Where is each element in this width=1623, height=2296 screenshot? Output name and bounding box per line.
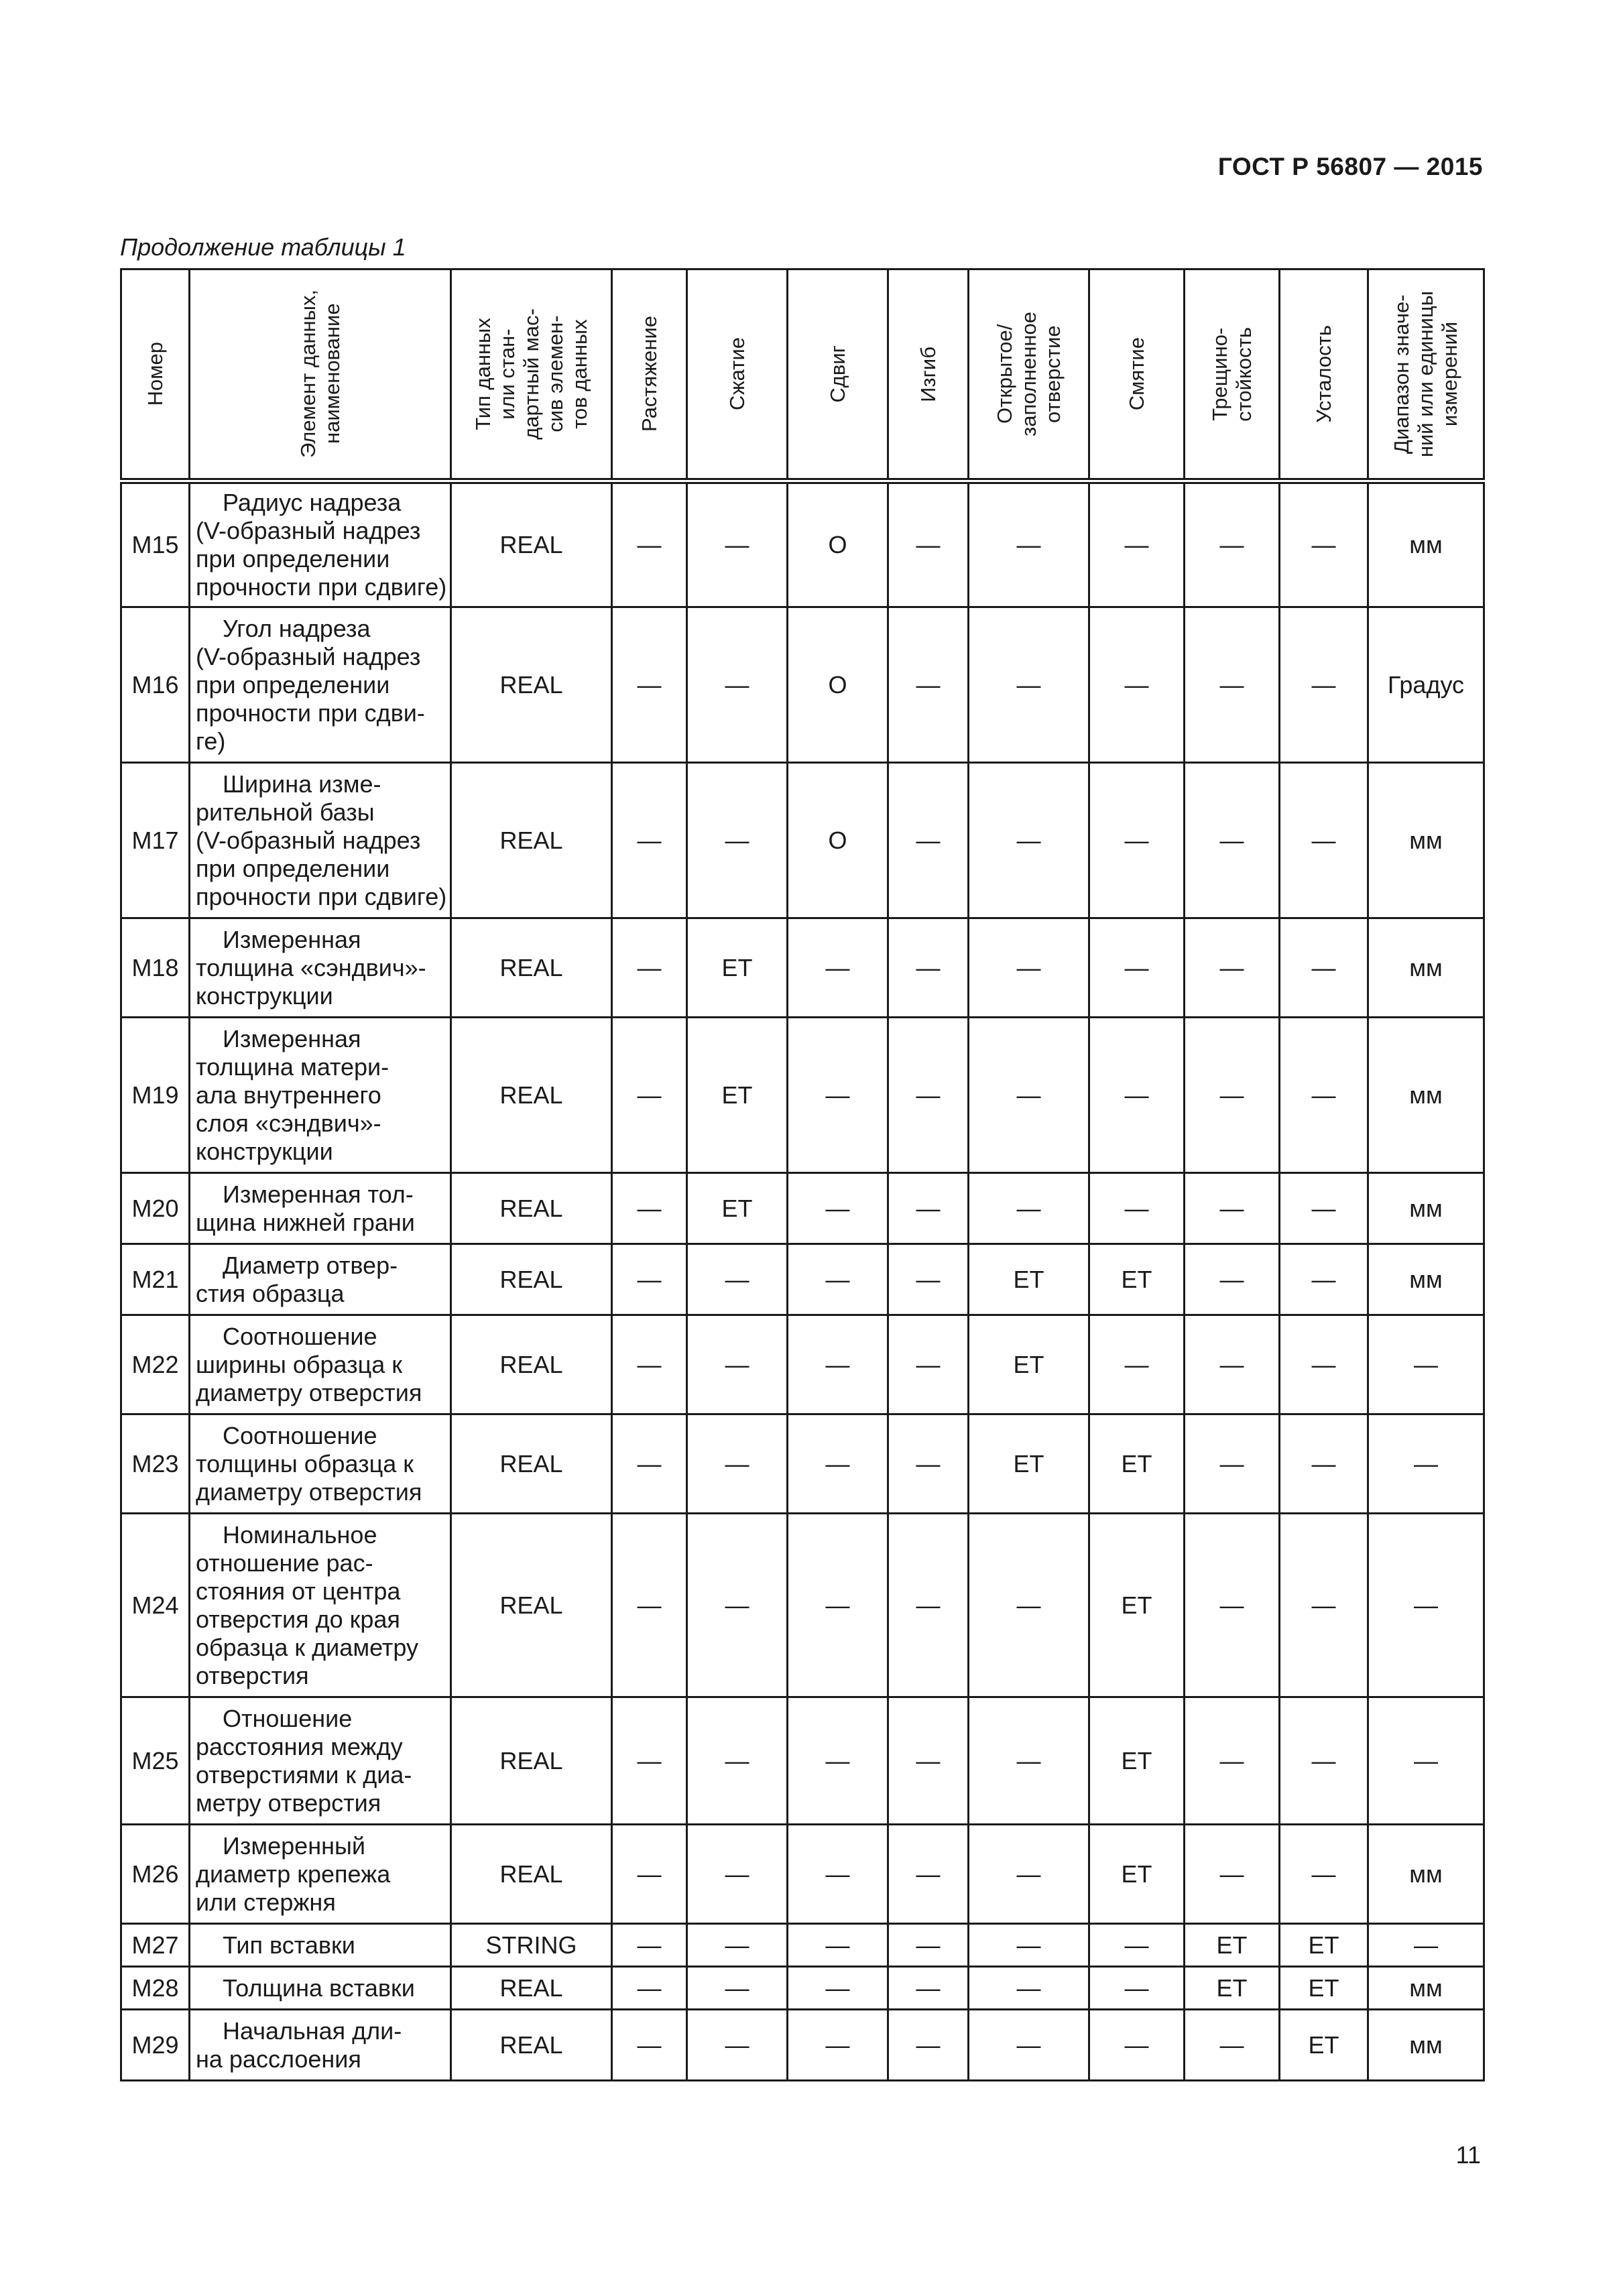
shear-cell: O — [788, 763, 888, 918]
shear-cell: — — [788, 1244, 888, 1315]
column-header-label: Усталость — [1311, 325, 1335, 423]
tension-cell: — — [612, 481, 687, 607]
bearing-cell: ET — [1089, 1244, 1185, 1315]
compression-cell: — — [687, 1315, 788, 1414]
column-header — [1368, 269, 1484, 481]
element-name: Номинальное отношение рас- стояния от центра отверстия до края образца к диаметру отверстия — [190, 1514, 451, 1697]
tension-cell: — — [612, 1697, 687, 1825]
row-number: M20 — [121, 1173, 190, 1244]
column-header — [888, 269, 969, 481]
element-name: Соотношение ширины образца к диаметру отверстия — [190, 1315, 451, 1414]
range-cell: мм — [1368, 2010, 1484, 2081]
compression-cell: — — [687, 1697, 788, 1825]
range-cell: Градус — [1368, 607, 1484, 763]
tension-cell: — — [612, 1315, 687, 1414]
bearing-cell: — — [1089, 1315, 1185, 1414]
bending-cell: — — [888, 1967, 969, 2010]
data-type: REAL — [451, 763, 612, 918]
fatigue-cell: — — [1280, 481, 1368, 607]
fracture-cell: ET — [1185, 1924, 1280, 1967]
column-header-label: Диапазон значе- ний или единицы измерений — [1390, 290, 1461, 458]
fatigue-cell: ET — [1280, 1967, 1368, 2010]
shear-cell: — — [788, 1173, 888, 1244]
table-row — [121, 918, 1484, 1018]
shear-cell: O — [788, 481, 888, 607]
hole-cell: — — [969, 607, 1089, 763]
fracture-cell: — — [1185, 1697, 1280, 1825]
bending-cell: — — [888, 1697, 969, 1825]
range-cell: — — [1368, 1697, 1484, 1825]
element-name: Угол надреза (V-образный надрез при определении прочности при сдви- ге) — [190, 607, 451, 763]
hole-cell: — — [969, 1173, 1089, 1244]
fracture-cell: — — [1185, 763, 1280, 918]
hole-cell: — — [969, 918, 1089, 1018]
fracture-cell: — — [1185, 1018, 1280, 1173]
hole-cell: — — [969, 2010, 1089, 2081]
compression-cell: ET — [687, 918, 788, 1018]
column-header-label: Элемент данных, наименование — [296, 290, 344, 459]
range-cell: — — [1368, 1315, 1484, 1414]
table-row — [121, 1924, 1484, 1967]
range-cell: мм — [1368, 1825, 1484, 1924]
compression-cell: — — [687, 1967, 788, 2010]
fatigue-cell: — — [1280, 1315, 1368, 1414]
bending-cell: — — [888, 1825, 969, 1924]
bending-cell: — — [888, 1173, 969, 1244]
row-number: M17 — [121, 763, 190, 918]
tension-cell: — — [612, 2010, 687, 2081]
fatigue-cell: — — [1280, 1173, 1368, 1244]
shear-cell: — — [788, 1018, 888, 1173]
column-header-label: Сжатие — [725, 337, 749, 411]
compression-cell: — — [687, 763, 788, 918]
column-header-label: Растяжение — [637, 316, 661, 432]
shear-cell: — — [788, 1967, 888, 2010]
fatigue-cell: — — [1280, 1697, 1368, 1825]
element-name: Ширина изме- рительной базы (V-образный надрез при определении прочности при сдвиге) — [190, 763, 451, 918]
element-name: Отношение расстояния между отверстиями к диа- метру отверстия — [190, 1697, 451, 1825]
data-table — [120, 268, 1485, 2081]
column-header-label: Номер — [143, 342, 167, 406]
table-row — [121, 481, 1484, 607]
fatigue-cell: ET — [1280, 1924, 1368, 1967]
range-cell: мм — [1368, 481, 1484, 607]
bending-cell: — — [888, 1414, 969, 1514]
bearing-cell: — — [1089, 481, 1185, 607]
hole-cell: — — [969, 763, 1089, 918]
element-name: Тип вставки — [190, 1924, 451, 1967]
data-type: REAL — [451, 1315, 612, 1414]
row-number: M19 — [121, 1018, 190, 1173]
fatigue-cell: — — [1280, 1018, 1368, 1173]
table-row — [121, 1244, 1484, 1315]
compression-cell: — — [687, 1924, 788, 1967]
table-row — [121, 1514, 1484, 1697]
fracture-cell: — — [1185, 2010, 1280, 2081]
compression-cell: — — [687, 1514, 788, 1697]
bending-cell: — — [888, 2010, 969, 2081]
data-type: REAL — [451, 607, 612, 763]
table-row — [121, 1018, 1484, 1173]
compression-cell: — — [687, 1825, 788, 1924]
tension-cell: — — [612, 1244, 687, 1315]
column-header-label: Тип данных или стан- дартный мас- сив элемен- тов данных — [471, 308, 591, 440]
row-number: M24 — [121, 1514, 190, 1697]
column-header — [612, 269, 687, 481]
column-header — [1280, 269, 1368, 481]
table-row — [121, 607, 1484, 763]
column-header — [451, 269, 612, 481]
element-name: Измеренный диаметр крепежа или стержня — [190, 1825, 451, 1924]
column-header — [190, 269, 451, 481]
fatigue-cell: — — [1280, 918, 1368, 1018]
table-row — [121, 1697, 1484, 1825]
row-number: M15 — [121, 481, 190, 607]
compression-cell: ET — [687, 1173, 788, 1244]
column-header — [969, 269, 1089, 481]
data-type: REAL — [451, 1173, 612, 1244]
hole-cell: — — [969, 1697, 1089, 1825]
range-cell: мм — [1368, 918, 1484, 1018]
fatigue-cell: — — [1280, 607, 1368, 763]
bearing-cell: — — [1089, 1018, 1185, 1173]
table-header-row — [121, 269, 1484, 481]
range-cell: мм — [1368, 1967, 1484, 2010]
bearing-cell: — — [1089, 1924, 1185, 1967]
range-cell: мм — [1368, 1244, 1484, 1315]
shear-cell: — — [788, 1825, 888, 1924]
element-name: Диаметр отвер- стия образца — [190, 1244, 451, 1315]
fatigue-cell: — — [1280, 1514, 1368, 1697]
bearing-cell: — — [1089, 2010, 1185, 2081]
compression-cell: — — [687, 607, 788, 763]
data-type: REAL — [451, 1697, 612, 1825]
data-type: REAL — [451, 2010, 612, 2081]
element-name: Соотношение толщины образца к диаметру отверстия — [190, 1414, 451, 1514]
table-body — [121, 481, 1484, 2081]
column-header-label: Открытое/ заполненное отверстие — [992, 312, 1065, 436]
bearing-cell: ET — [1089, 1414, 1185, 1514]
bearing-cell: ET — [1089, 1514, 1185, 1697]
hole-cell: — — [969, 1825, 1089, 1924]
element-name: Измеренная толщина матери- ала внутреннего слоя «сэндвич»- конструкции — [190, 1018, 451, 1173]
fracture-cell: — — [1185, 607, 1280, 763]
tension-cell: — — [612, 1514, 687, 1697]
page-number: 11 — [1455, 2141, 1481, 2169]
bending-cell: — — [888, 1244, 969, 1315]
fatigue-cell: ET — [1280, 2010, 1368, 2081]
fatigue-cell: — — [1280, 1414, 1368, 1514]
data-type: REAL — [451, 1514, 612, 1697]
column-header — [1185, 269, 1280, 481]
fracture-cell: — — [1185, 1315, 1280, 1414]
row-number: M18 — [121, 918, 190, 1018]
fatigue-cell: — — [1280, 763, 1368, 918]
data-type: REAL — [451, 1244, 612, 1315]
hole-cell: ET — [969, 1244, 1089, 1315]
hole-cell: ET — [969, 1315, 1089, 1414]
row-number: M29 — [121, 2010, 190, 2081]
element-name: Измеренная тол- щина нижней грани — [190, 1173, 451, 1244]
column-header — [1089, 269, 1185, 481]
table-row — [121, 1173, 1484, 1244]
tension-cell: — — [612, 1967, 687, 2010]
bending-cell: — — [888, 481, 969, 607]
tension-cell: — — [612, 1924, 687, 1967]
bending-cell: — — [888, 1514, 969, 1697]
data-type: REAL — [451, 1967, 612, 2010]
table-caption: Продолжение таблицы 1 — [120, 233, 406, 261]
fracture-cell: — — [1185, 918, 1280, 1018]
tension-cell: — — [612, 1173, 687, 1244]
row-number: M28 — [121, 1967, 190, 2010]
data-type: REAL — [451, 1018, 612, 1173]
bending-cell: — — [888, 918, 969, 1018]
shear-cell: — — [788, 1315, 888, 1414]
bearing-cell: ET — [1089, 1697, 1185, 1825]
hole-cell: — — [969, 1967, 1089, 2010]
hole-cell: — — [969, 481, 1089, 607]
bending-cell: — — [888, 1315, 969, 1414]
shear-cell: — — [788, 1414, 888, 1514]
bending-cell: — — [888, 1924, 969, 1967]
table-row — [121, 2010, 1484, 2081]
fatigue-cell: — — [1280, 1244, 1368, 1315]
data-type: REAL — [451, 918, 612, 1018]
bearing-cell: ET — [1089, 1825, 1185, 1924]
bending-cell: — — [888, 607, 969, 763]
bending-cell: — — [888, 1018, 969, 1173]
row-number: M22 — [121, 1315, 190, 1414]
tension-cell: — — [612, 763, 687, 918]
table-row — [121, 1967, 1484, 2010]
row-number: M21 — [121, 1244, 190, 1315]
shear-cell: — — [788, 1514, 888, 1697]
bearing-cell: — — [1089, 918, 1185, 1018]
column-header — [788, 269, 888, 481]
hole-cell: — — [969, 1924, 1089, 1967]
bearing-cell: — — [1089, 1173, 1185, 1244]
range-cell: мм — [1368, 1173, 1484, 1244]
fracture-cell: ET — [1185, 1967, 1280, 2010]
range-cell: — — [1368, 1514, 1484, 1697]
range-cell: мм — [1368, 1018, 1484, 1173]
tension-cell: — — [612, 1825, 687, 1924]
compression-cell: — — [687, 1244, 788, 1315]
shear-cell: — — [788, 918, 888, 1018]
element-name: Начальная дли- на расслоения — [190, 2010, 451, 2081]
range-cell: мм — [1368, 763, 1484, 918]
tension-cell: — — [612, 1018, 687, 1173]
column-header-label: Трещино- стойкость — [1207, 326, 1256, 422]
bending-cell: — — [888, 763, 969, 918]
shear-cell: — — [788, 1697, 888, 1825]
table-row — [121, 1414, 1484, 1514]
fracture-cell: — — [1185, 1414, 1280, 1514]
fracture-cell: — — [1185, 1514, 1280, 1697]
hole-cell: — — [969, 1018, 1089, 1173]
column-header-label: Сдвиг — [825, 345, 849, 403]
shear-cell: — — [788, 1924, 888, 1967]
element-name: Толщина вставки — [190, 1967, 451, 2010]
fracture-cell: — — [1185, 1244, 1280, 1315]
row-number: M25 — [121, 1697, 190, 1825]
data-type: REAL — [451, 1414, 612, 1514]
hole-cell: ET — [969, 1414, 1089, 1514]
row-number: M16 — [121, 607, 190, 763]
tension-cell: — — [612, 1414, 687, 1514]
fatigue-cell: — — [1280, 1825, 1368, 1924]
column-header — [121, 269, 190, 481]
data-type: STRING — [451, 1924, 612, 1967]
row-number: M26 — [121, 1825, 190, 1924]
shear-cell: O — [788, 607, 888, 763]
data-type: REAL — [451, 481, 612, 607]
fracture-cell: — — [1185, 1825, 1280, 1924]
fracture-cell: — — [1185, 1173, 1280, 1244]
element-name: Измеренная толщина «сэндвич»- конструкции — [190, 918, 451, 1018]
data-type: REAL — [451, 1825, 612, 1924]
range-cell: — — [1368, 1414, 1484, 1514]
table-row — [121, 763, 1484, 918]
column-header-label: Смятие — [1124, 337, 1148, 411]
tension-cell: — — [612, 918, 687, 1018]
compression-cell: — — [687, 2010, 788, 2081]
table-row — [121, 1315, 1484, 1414]
bearing-cell: — — [1089, 763, 1185, 918]
compression-cell: — — [687, 481, 788, 607]
range-cell: — — [1368, 1924, 1484, 1967]
row-number: M27 — [121, 1924, 190, 1967]
compression-cell: — — [687, 1414, 788, 1514]
bearing-cell: — — [1089, 1967, 1185, 2010]
table-row — [121, 1825, 1484, 1924]
compression-cell: ET — [687, 1018, 788, 1173]
column-header-label: Изгиб — [916, 346, 940, 402]
hole-cell: — — [969, 1514, 1089, 1697]
bearing-cell: — — [1089, 607, 1185, 763]
fracture-cell: — — [1185, 481, 1280, 607]
tension-cell: — — [612, 607, 687, 763]
column-header — [687, 269, 788, 481]
row-number: M23 — [121, 1414, 190, 1514]
element-name: Радиус надреза (V-образный надрез при определении прочности при сдвиге) — [190, 481, 451, 607]
shear-cell: — — [788, 2010, 888, 2081]
document-standard-id: ГОСТ Р 56807 — 2015 — [1217, 153, 1483, 180]
